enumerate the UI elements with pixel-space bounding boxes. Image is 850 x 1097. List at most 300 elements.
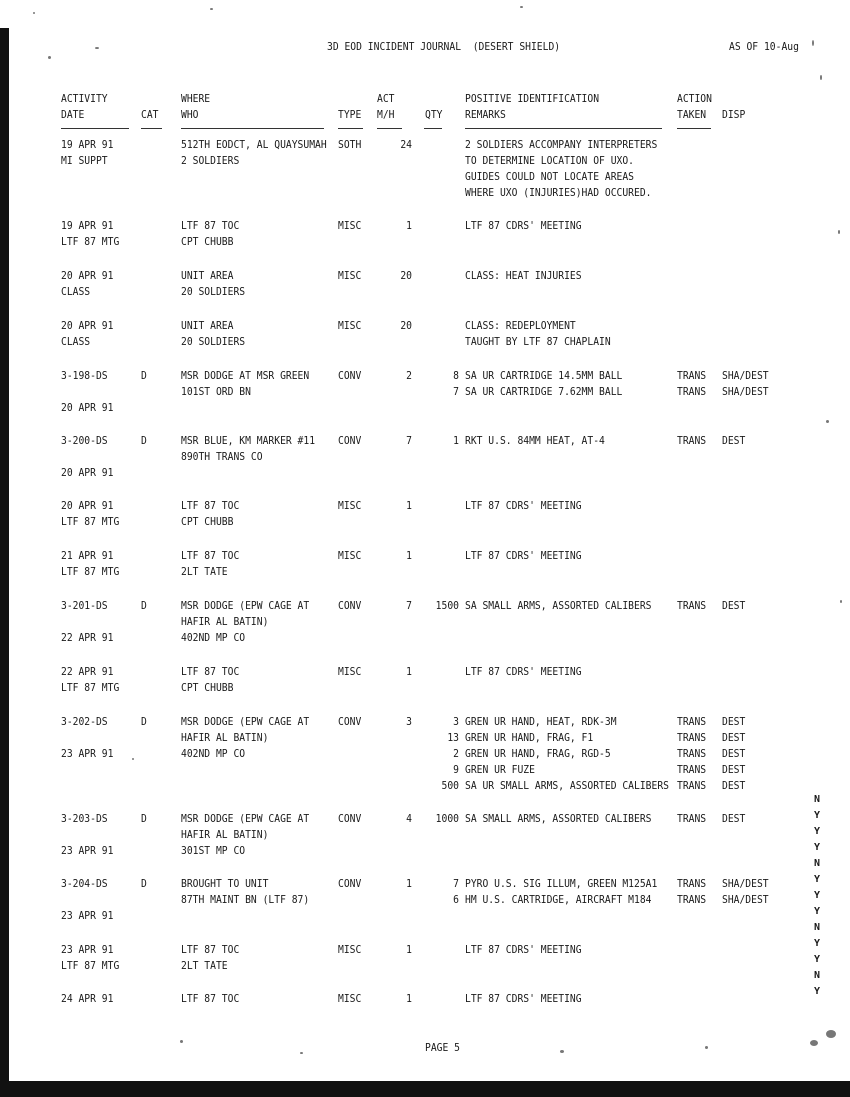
entry-where-who-line: LTF 87 TOC <box>181 549 240 562</box>
entry-category-line: D <box>141 599 147 612</box>
entry-category <box>141 811 147 827</box>
entry-where-who <box>181 548 239 580</box>
entry-type-line: MISC <box>338 665 362 678</box>
entry-disposition <box>722 811 745 827</box>
entry-remarks <box>465 433 605 449</box>
entry-where-who-line: 87TH MAINT BN (LTF 87) <box>181 893 310 906</box>
entry-remarks <box>465 942 582 958</box>
entry-where-who <box>181 598 309 646</box>
entry-where-who <box>181 664 239 696</box>
entry-type <box>338 876 361 892</box>
entry-type-line: MISC <box>338 219 362 232</box>
entry-disposition-line <box>722 991 728 1007</box>
entry-where-who-line: UNIT AREA <box>181 319 234 332</box>
entry-activity-line: 23 APR 91 <box>61 909 114 922</box>
entry-remarks-line: SA UR CARTRIDGE 7.62MM BALL <box>465 385 623 398</box>
entry-activity-line: 19 APR 91 <box>61 219 114 232</box>
entry-where-who <box>181 137 327 169</box>
entry-disposition <box>722 368 769 400</box>
entry-disposition <box>722 218 728 234</box>
entry-where-who <box>181 433 315 465</box>
entry-action-taken <box>677 811 706 827</box>
col-taken-2: TAKEN <box>677 108 707 121</box>
entry-quantity <box>429 664 459 680</box>
entry-activity-line <box>61 449 113 465</box>
entry-where-who <box>181 876 309 908</box>
entry-activity-line: 20 APR 91 <box>61 269 114 282</box>
entry-disposition-line: DEST <box>722 715 746 728</box>
entry-where-who-line: 2 SOLDIERS <box>181 154 240 167</box>
entry-action-taken <box>677 268 683 284</box>
entry-where-who-line: MSR DODGE (EPW CAGE AT <box>181 599 310 612</box>
entry-activity-line: CLASS <box>61 285 91 298</box>
entry-where-who-line: 301ST MP CO <box>181 844 246 857</box>
entry-category <box>141 368 147 384</box>
entry-category-line <box>141 991 147 1007</box>
entry-type <box>338 811 361 827</box>
entry-act-hours <box>377 991 412 1007</box>
entry-category <box>141 498 147 514</box>
col-qty: QTY <box>425 108 443 121</box>
entry-remarks-line: GREN UR HAND, FRAG, RGD-5 <box>465 747 611 760</box>
entry-action-taken-line: TRANS <box>677 893 707 906</box>
margin-mark: N <box>814 922 821 933</box>
margin-mark: Y <box>814 810 821 821</box>
entry-act-hours <box>377 714 412 730</box>
entry-quantity <box>429 368 459 400</box>
entry-remarks-line: SA SMALL ARMS, ASSORTED CALIBERS <box>465 812 652 825</box>
entry-quantity <box>429 498 459 514</box>
entry-type-line: MISC <box>338 269 362 282</box>
entry-action-taken-line <box>677 942 683 958</box>
entry-disposition-line: DEST <box>722 731 746 744</box>
margin-mark: N <box>814 794 821 805</box>
entry-where-who <box>181 811 309 859</box>
entry-act-hours <box>377 137 412 153</box>
entry-type-line: MISC <box>338 943 362 956</box>
entry-disposition-line <box>722 137 728 153</box>
entry-activity-line: 24 APR 91 <box>61 992 114 1005</box>
entry-disposition <box>722 498 728 514</box>
entry-act-hours-line: 1 <box>406 219 412 232</box>
col-activity-2: DATE <box>61 108 85 121</box>
entry-quantity <box>429 548 459 564</box>
header-rule <box>141 128 162 129</box>
entry-quantity-line: 6 <box>453 893 459 906</box>
entry-activity-line <box>61 730 113 746</box>
entry-where-who-line: BROUGHT TO UNIT <box>181 877 269 890</box>
entry-act-hours-line: 1 <box>406 992 412 1005</box>
entry-act-hours <box>377 942 412 958</box>
entry-remarks-line: GREN UR HAND, FRAG, F1 <box>465 731 594 744</box>
col-where-1: WHERE <box>181 92 211 105</box>
entry-disposition-line <box>722 498 728 514</box>
entry-act-hours-line: 1 <box>406 943 412 956</box>
col-disp: DISP <box>722 108 746 121</box>
entry-category <box>141 318 147 334</box>
entry-where-who-line: CPT CHUBB <box>181 515 234 528</box>
entry-disposition <box>722 318 728 334</box>
col-acth-1: ACT <box>377 92 395 105</box>
margin-mark: Y <box>814 906 821 917</box>
entry-type-line: CONV <box>338 812 362 825</box>
entry-where-who <box>181 218 239 250</box>
entry-where-who-line: 2LT TATE <box>181 959 228 972</box>
entry-where-who-line: HAFIR AL BATIN) <box>181 731 269 744</box>
entry-where-who-line: CPT CHUBB <box>181 681 234 694</box>
entry-type <box>338 433 361 449</box>
entry-quantity-line: 3 <box>453 715 459 728</box>
entry-quantity-line <box>429 664 459 680</box>
entry-activity <box>61 433 113 481</box>
entry-act-hours-line: 7 <box>406 434 412 447</box>
entry-quantity-line: 8 <box>453 369 459 382</box>
entry-type-line: SOTH <box>338 138 362 151</box>
entry-category-line <box>141 218 147 234</box>
entry-remarks <box>465 548 582 564</box>
entry-disposition-line: DEST <box>722 599 746 612</box>
entry-remarks-line: GREN UR HAND, HEAT, RDK-3M <box>465 715 617 728</box>
entry-action-taken-line: TRANS <box>677 812 707 825</box>
entry-activity <box>61 498 119 530</box>
entry-activity-line <box>61 384 113 400</box>
entry-quantity <box>429 268 459 284</box>
entry-action-taken <box>677 318 683 334</box>
margin-mark: Y <box>814 890 821 901</box>
entry-where-who-line: 890TH TRANS CO <box>181 450 263 463</box>
margin-mark: N <box>814 858 821 869</box>
entry-where-who-line: HAFIR AL BATIN) <box>181 615 269 628</box>
entry-activity <box>61 942 119 974</box>
entry-act-hours <box>377 218 412 234</box>
entry-remarks-line: TO DETERMINE LOCATION OF UXO. <box>465 154 635 167</box>
entry-disposition-line: DEST <box>722 812 746 825</box>
entry-type <box>338 137 361 153</box>
entry-remarks-line: LTF 87 CDRS' MEETING <box>465 219 582 232</box>
entry-act-hours <box>377 598 412 614</box>
bottom-scan-border <box>0 1081 850 1097</box>
entry-activity-line: LTF 87 MTG <box>61 235 120 248</box>
entry-activity-line: 3-202-DS <box>61 715 108 728</box>
entry-disposition <box>722 714 745 794</box>
entry-type <box>338 991 361 1007</box>
entry-quantity-line: 1000 <box>435 812 459 825</box>
entry-activity-line: 20 APR 91 <box>61 319 114 332</box>
entry-type-line: MISC <box>338 549 362 562</box>
header-rule <box>377 128 402 129</box>
as-of-date: AS OF 10-Aug <box>729 40 799 53</box>
entry-where-who-line: 20 SOLDIERS <box>181 285 246 298</box>
entry-type <box>338 598 361 614</box>
col-remarks-2: REMARKS <box>465 108 506 121</box>
entry-disposition-line: SHA/DEST <box>722 877 769 890</box>
entry-category-line <box>141 137 147 153</box>
entry-remarks-line: SA UR CARTRIDGE 14.5MM BALL <box>465 369 623 382</box>
entry-activity <box>61 548 119 580</box>
entry-where-who <box>181 268 245 300</box>
entry-category-line <box>141 548 147 564</box>
entry-activity <box>61 598 113 646</box>
entry-remarks <box>465 876 657 908</box>
entry-action-taken-line: TRANS <box>677 385 707 398</box>
entry-remarks-line: SA SMALL ARMS, ASSORTED CALIBERS <box>465 599 652 612</box>
entry-category <box>141 991 147 1007</box>
entry-where-who-line: CPT CHUBB <box>181 235 234 248</box>
entry-type <box>338 218 361 234</box>
entry-category <box>141 433 147 449</box>
entry-where-who-line: MSR BLUE, KM MARKER #11 <box>181 434 316 447</box>
entry-act-hours-line: 1 <box>406 499 412 512</box>
entry-act-hours <box>377 433 412 449</box>
entry-category-line <box>141 268 147 284</box>
entry-where-who-line: 402ND MP CO <box>181 631 246 644</box>
entry-action-taken-line: TRANS <box>677 877 707 890</box>
entry-category-line: D <box>141 369 147 382</box>
entry-act-hours <box>377 268 412 284</box>
entry-quantity <box>429 876 459 908</box>
entry-disposition-line: DEST <box>722 434 746 447</box>
entry-disposition <box>722 598 745 614</box>
entry-category <box>141 664 147 680</box>
entry-where-who-line: MSR DODGE (EPW CAGE AT <box>181 715 310 728</box>
entry-activity <box>61 991 113 1007</box>
col-remarks-1: POSITIVE IDENTIFICATION <box>465 92 600 105</box>
entry-where-who-line: LTF 87 TOC <box>181 992 240 1005</box>
entry-activity-line: LTF 87 MTG <box>61 515 120 528</box>
entry-category <box>141 268 147 284</box>
entry-activity <box>61 368 113 416</box>
entry-activity <box>61 318 113 350</box>
entry-where-who-line: UNIT AREA <box>181 269 234 282</box>
entry-remarks-line: LTF 87 CDRS' MEETING <box>465 992 582 1005</box>
entry-type <box>338 942 361 958</box>
entry-quantity-line <box>429 498 459 514</box>
entry-category-line: D <box>141 434 147 447</box>
entry-remarks-line: SA UR SMALL ARMS, ASSORTED CALIBERS <box>465 779 669 792</box>
page-title: 3D EOD INCIDENT JOURNAL (DESERT SHIELD) <box>327 40 561 53</box>
entry-quantity-line <box>429 218 459 234</box>
entry-action-taken <box>677 498 683 514</box>
entry-quantity-line: 7 <box>453 877 459 890</box>
entry-remarks-line: 2 SOLDIERS ACCOMPANY INTERPRETERS <box>465 138 658 151</box>
entry-type-line: MISC <box>338 319 362 332</box>
entry-where-who <box>181 714 309 762</box>
entry-action-taken-line: TRANS <box>677 747 707 760</box>
entry-type-line: CONV <box>338 599 362 612</box>
entry-act-hours <box>377 368 412 384</box>
entry-action-taken <box>677 942 683 958</box>
entry-action-taken-line: TRANS <box>677 715 707 728</box>
entry-category <box>141 598 147 614</box>
entry-category-line: D <box>141 715 147 728</box>
entry-action-taken-line <box>677 268 683 284</box>
entry-remarks-line: LTF 87 CDRS' MEETING <box>465 943 582 956</box>
entry-activity-line: CLASS <box>61 335 91 348</box>
entry-remarks-line: TAUGHT BY LTF 87 CHAPLAIN <box>465 335 611 348</box>
entry-type-line: CONV <box>338 434 362 447</box>
entry-category-line: D <box>141 812 147 825</box>
entry-category-line <box>141 942 147 958</box>
entry-remarks-line: PYRO U.S. SIG ILLUM, GREEN M125A1 <box>465 877 658 890</box>
col-type: TYPE <box>338 108 362 121</box>
entry-activity-line: 21 APR 91 <box>61 549 114 562</box>
entry-type <box>338 318 361 334</box>
entry-activity-line: MI SUPPT <box>61 154 108 167</box>
entry-quantity <box>429 318 459 334</box>
entry-quantity <box>429 137 459 153</box>
entry-disposition-line: DEST <box>722 779 746 792</box>
entry-disposition-line <box>722 664 728 680</box>
margin-mark: Y <box>814 938 821 949</box>
entry-quantity <box>429 714 459 794</box>
entry-act-hours <box>377 876 412 892</box>
entry-where-who <box>181 942 239 974</box>
entry-action-taken <box>677 991 683 1007</box>
entry-where-who-line: MSR DODGE (EPW CAGE AT <box>181 812 310 825</box>
entry-remarks <box>465 137 657 201</box>
entry-remarks-line: LTF 87 CDRS' MEETING <box>465 499 582 512</box>
entry-type <box>338 664 361 680</box>
entry-where-who-line: LTF 87 TOC <box>181 219 240 232</box>
entry-quantity <box>429 433 459 449</box>
header-rule <box>465 128 662 129</box>
entry-activity-line: 3-203-DS <box>61 812 108 825</box>
entry-quantity-line: 500 <box>441 779 459 792</box>
entry-action-taken-line <box>677 548 683 564</box>
entry-activity-line: 20 APR 91 <box>61 401 114 414</box>
margin-mark: Y <box>814 874 821 885</box>
entry-action-taken-line <box>677 137 683 153</box>
entry-action-taken <box>677 218 683 234</box>
entry-activity-line: 23 APR 91 <box>61 747 114 760</box>
entry-activity-line: 3-204-DS <box>61 877 108 890</box>
entry-quantity <box>429 598 459 614</box>
entry-action-taken-line <box>677 498 683 514</box>
entry-quantity-line: 1500 <box>435 599 459 612</box>
entry-action-taken <box>677 433 706 449</box>
margin-mark: Y <box>814 986 821 997</box>
entry-quantity-line <box>429 268 459 284</box>
entry-action-taken-line: TRANS <box>677 779 707 792</box>
entry-action-taken-line: TRANS <box>677 731 707 744</box>
col-taken-1: ACTION <box>677 92 712 105</box>
entry-category <box>141 218 147 234</box>
entry-disposition-line <box>722 942 728 958</box>
entry-category <box>141 876 147 892</box>
entry-action-taken-line <box>677 991 683 1007</box>
entry-remarks <box>465 218 582 234</box>
entry-act-hours-line: 2 <box>406 369 412 382</box>
entry-quantity <box>429 991 459 1007</box>
entry-type <box>338 268 361 284</box>
entry-activity <box>61 218 119 250</box>
entry-quantity <box>429 811 459 827</box>
entry-activity-line: 22 APR 91 <box>61 631 114 644</box>
entry-remarks <box>465 598 651 614</box>
entry-type-line: MISC <box>338 992 362 1005</box>
left-scan-border <box>0 28 9 1083</box>
entry-activity-line <box>61 892 113 908</box>
entry-act-hours-line: 3 <box>406 715 412 728</box>
entry-type <box>338 498 361 514</box>
entry-quantity-line <box>429 942 459 958</box>
entry-disposition-line: SHA/DEST <box>722 369 769 382</box>
entry-remarks-line: HM U.S. CARTRIDGE, AIRCRAFT M184 <box>465 893 652 906</box>
entry-activity-line: 19 APR 91 <box>61 138 114 151</box>
entry-disposition <box>722 548 728 564</box>
entry-act-hours-line: 1 <box>406 877 412 890</box>
entry-act-hours-line: 1 <box>406 665 412 678</box>
entry-act-hours-line: 20 <box>400 269 412 282</box>
entry-disposition-line <box>722 268 728 284</box>
entry-action-taken-line: TRANS <box>677 369 707 382</box>
entry-remarks-line: LTF 87 CDRS' MEETING <box>465 665 582 678</box>
entry-activity-line <box>61 827 113 843</box>
entry-where-who <box>181 498 239 530</box>
entry-act-hours <box>377 548 412 564</box>
entry-quantity-line: 13 <box>447 731 459 744</box>
entry-remarks <box>465 714 669 794</box>
entry-action-taken-line: TRANS <box>677 434 707 447</box>
entry-where-who <box>181 318 245 350</box>
entry-type-line: CONV <box>338 369 362 382</box>
entry-quantity-line <box>429 318 459 334</box>
entry-act-hours-line: 4 <box>406 812 412 825</box>
entry-activity-line: 23 APR 91 <box>61 844 114 857</box>
entry-action-taken <box>677 598 706 614</box>
entry-action-taken <box>677 714 706 794</box>
entry-quantity-line <box>429 137 459 153</box>
entry-category <box>141 942 147 958</box>
entry-activity-line: LTF 87 MTG <box>61 681 120 694</box>
entry-where-who-line: LTF 87 TOC <box>181 665 240 678</box>
entry-where-who-line: 402ND MP CO <box>181 747 246 760</box>
entry-category <box>141 548 147 564</box>
entry-act-hours-line: 7 <box>406 599 412 612</box>
entry-disposition-line <box>722 318 728 334</box>
col-where-2: WHO <box>181 108 199 121</box>
entry-category-line <box>141 664 147 680</box>
entry-remarks <box>465 268 582 284</box>
entry-action-taken-line <box>677 218 683 234</box>
entry-activity-line: LTF 87 MTG <box>61 565 120 578</box>
entry-activity <box>61 664 119 696</box>
entry-quantity-line <box>429 991 459 1007</box>
entry-disposition <box>722 876 769 908</box>
entry-category <box>141 714 147 730</box>
entry-activity <box>61 876 113 924</box>
entry-act-hours-line: 20 <box>400 319 412 332</box>
entry-type-line: CONV <box>338 715 362 728</box>
header-rule <box>424 128 442 129</box>
entry-disposition-line <box>722 218 728 234</box>
entry-quantity-line <box>429 548 459 564</box>
header-rule <box>338 128 363 129</box>
entry-disposition-line: SHA/DEST <box>722 385 769 398</box>
margin-mark: Y <box>814 826 821 837</box>
entry-activity-line <box>61 614 113 630</box>
entry-type <box>338 368 361 384</box>
entry-category <box>141 137 147 153</box>
entry-remarks <box>465 498 582 514</box>
margin-mark: N <box>814 970 821 981</box>
entry-action-taken <box>677 137 683 153</box>
entry-disposition <box>722 664 728 680</box>
entry-act-hours <box>377 664 412 680</box>
entry-type <box>338 548 361 564</box>
entry-type-line: MISC <box>338 499 362 512</box>
entry-quantity-line: 7 <box>453 385 459 398</box>
